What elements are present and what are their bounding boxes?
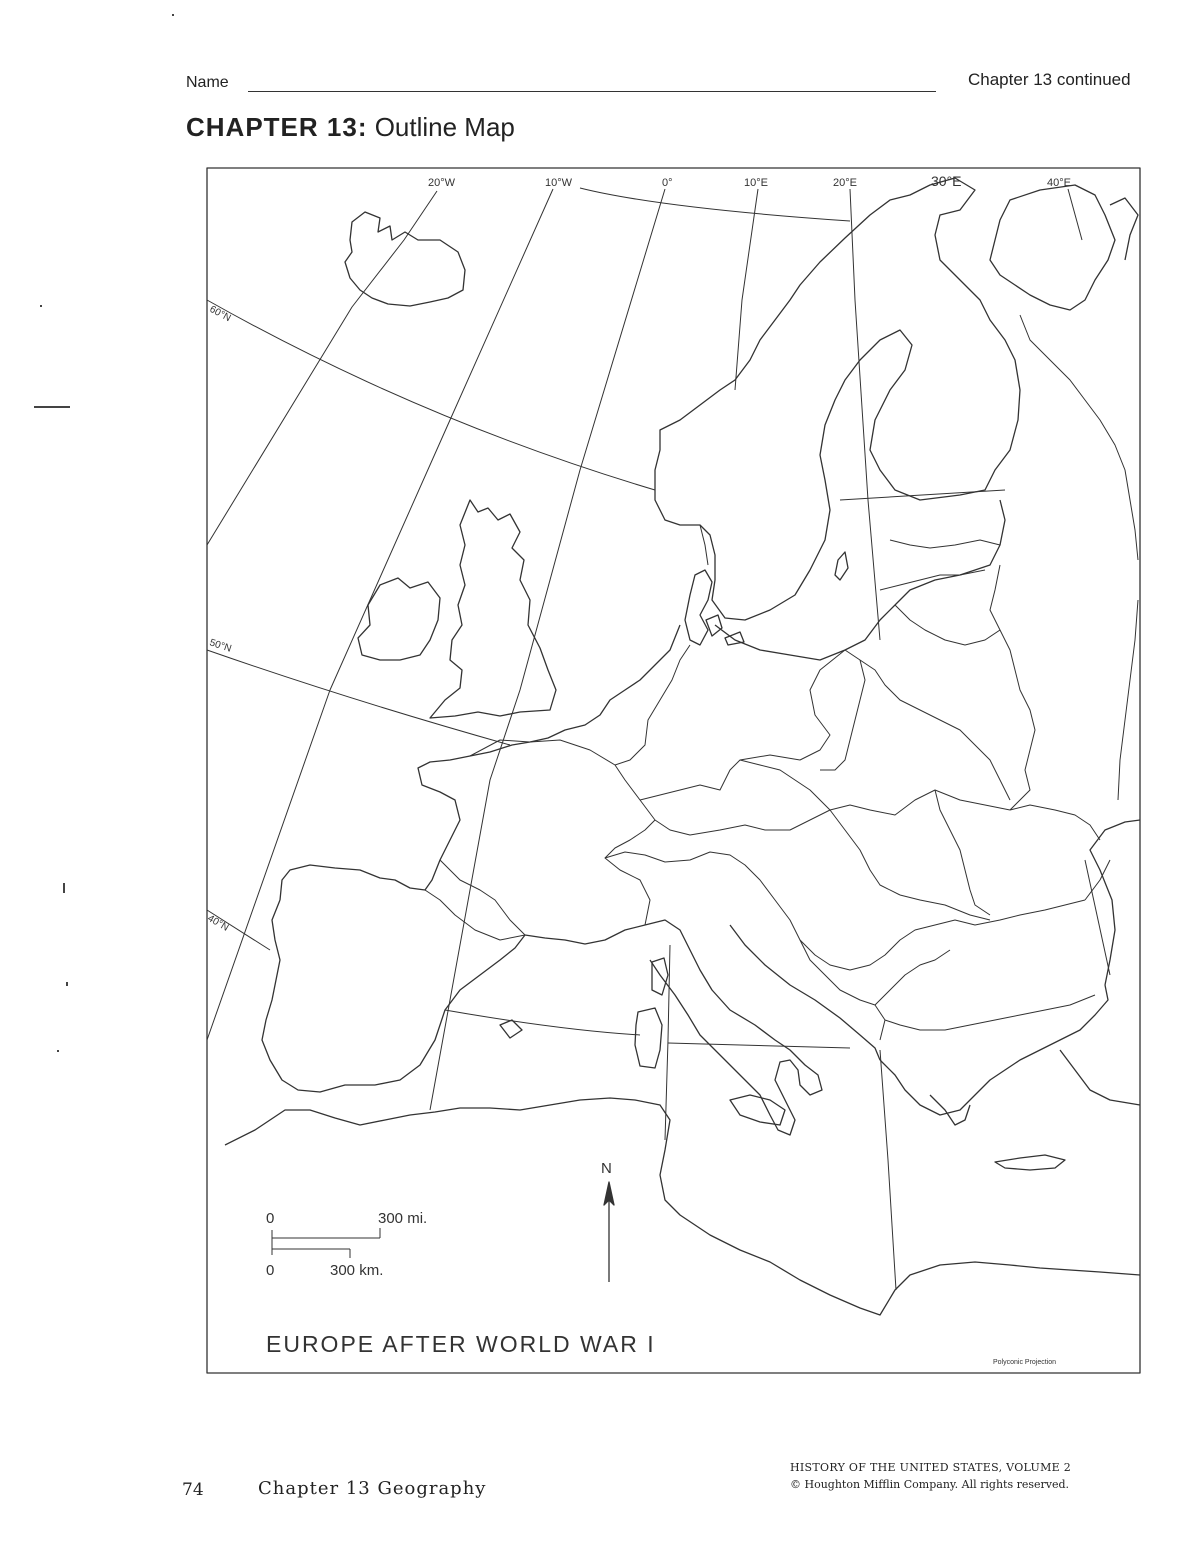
scale-zero-km: 0 [266, 1262, 275, 1279]
scan-speck [40, 305, 42, 307]
parallel-40n-mid [445, 1010, 640, 1035]
crete-outline [995, 1155, 1065, 1170]
lon-label-30e: 30°E [931, 173, 962, 189]
meridian-20e [850, 189, 880, 640]
chapter-continued: Chapter 13 continued [968, 70, 1131, 89]
lon-label-10e: 10°E [744, 177, 768, 189]
title-text: Outline Map [367, 112, 515, 142]
lat-label-40n: 40°N [205, 913, 231, 934]
meridian-20w [207, 191, 437, 545]
map-title: EUROPE AFTER WORLD WAR I [266, 1331, 656, 1357]
lon-label-10w: 10°W [545, 177, 573, 189]
scale-miles-label: 300 mi. [378, 1210, 428, 1227]
scale-zero-miles: 0 [266, 1210, 275, 1227]
ireland-outline [358, 578, 440, 660]
lon-label-20e: 20°E [833, 177, 857, 189]
scan-speck [66, 982, 68, 986]
meridian-40e [1068, 189, 1082, 240]
parallel-40n-east [668, 1043, 850, 1048]
continental-coast [715, 500, 1005, 660]
corsica-outline [652, 958, 668, 995]
parallel-60n [207, 300, 655, 490]
mediterranean-france [525, 925, 645, 944]
name-label: Name [186, 74, 229, 91]
italy-outline [645, 920, 822, 1135]
graticule [207, 188, 1110, 1290]
lat-label-60n: 60°N [207, 303, 233, 325]
page-number: 74 [182, 1480, 204, 1500]
balearic-outline [500, 1020, 522, 1038]
denmark-outline [685, 570, 712, 645]
great-britain-outline [430, 500, 556, 718]
scandinavia-outline [655, 178, 1020, 620]
footer-copyright: © Houghton Mifflin Company. All rights reserved. [790, 1478, 1070, 1491]
gotland-outline [835, 552, 848, 580]
balkans-coast [880, 985, 1108, 1115]
sicily-outline [730, 1095, 785, 1125]
baltic-island-1 [706, 615, 722, 636]
lon-label-40e: 40°E [1047, 177, 1071, 189]
north-africa-coast [225, 1098, 1140, 1315]
arctic-coast [1110, 198, 1138, 260]
map-frame [207, 168, 1140, 1373]
greece-peninsula [930, 1095, 970, 1125]
lon-label-20w: 20°W [428, 177, 456, 189]
country-borders [425, 315, 1138, 1040]
anatolia-coast [1060, 1050, 1140, 1105]
kola-outline [990, 185, 1115, 310]
north-sea-coast [280, 625, 680, 900]
iceland-outline [345, 212, 465, 306]
chapter-number: CHAPTER 13: [186, 112, 368, 142]
footer-book-title: HISTORY OF THE UNITED STATES, VOLUME 2 [790, 1461, 1072, 1474]
scale-km-label: 300 km. [330, 1262, 384, 1279]
footer-chapter: Chapter 13 Geography [258, 1478, 487, 1499]
meridian-10w [207, 189, 553, 1040]
meridian-40e-south [1085, 860, 1110, 975]
black-sea-coast [1090, 820, 1140, 985]
lon-label-0: 0° [662, 177, 673, 189]
parallel-50n [207, 650, 510, 745]
sardinia-outline [635, 1008, 662, 1068]
scan-speck [34, 406, 70, 408]
north-label: N [601, 1160, 612, 1177]
parallel-70n [580, 188, 850, 221]
meridian-10e [735, 189, 758, 390]
scan-speck [57, 1050, 59, 1052]
meridian-0 [430, 189, 665, 1110]
iberia-outline [262, 900, 525, 1092]
north-arrow [604, 1182, 614, 1282]
projection-label: Polyconic Projection [993, 1359, 1057, 1366]
scan-speck [63, 883, 65, 893]
scan-speck [172, 14, 174, 16]
lat-label-50n: 50°N [208, 637, 233, 655]
scale-bar [272, 1228, 380, 1258]
meridian-20e-south [880, 1050, 896, 1290]
